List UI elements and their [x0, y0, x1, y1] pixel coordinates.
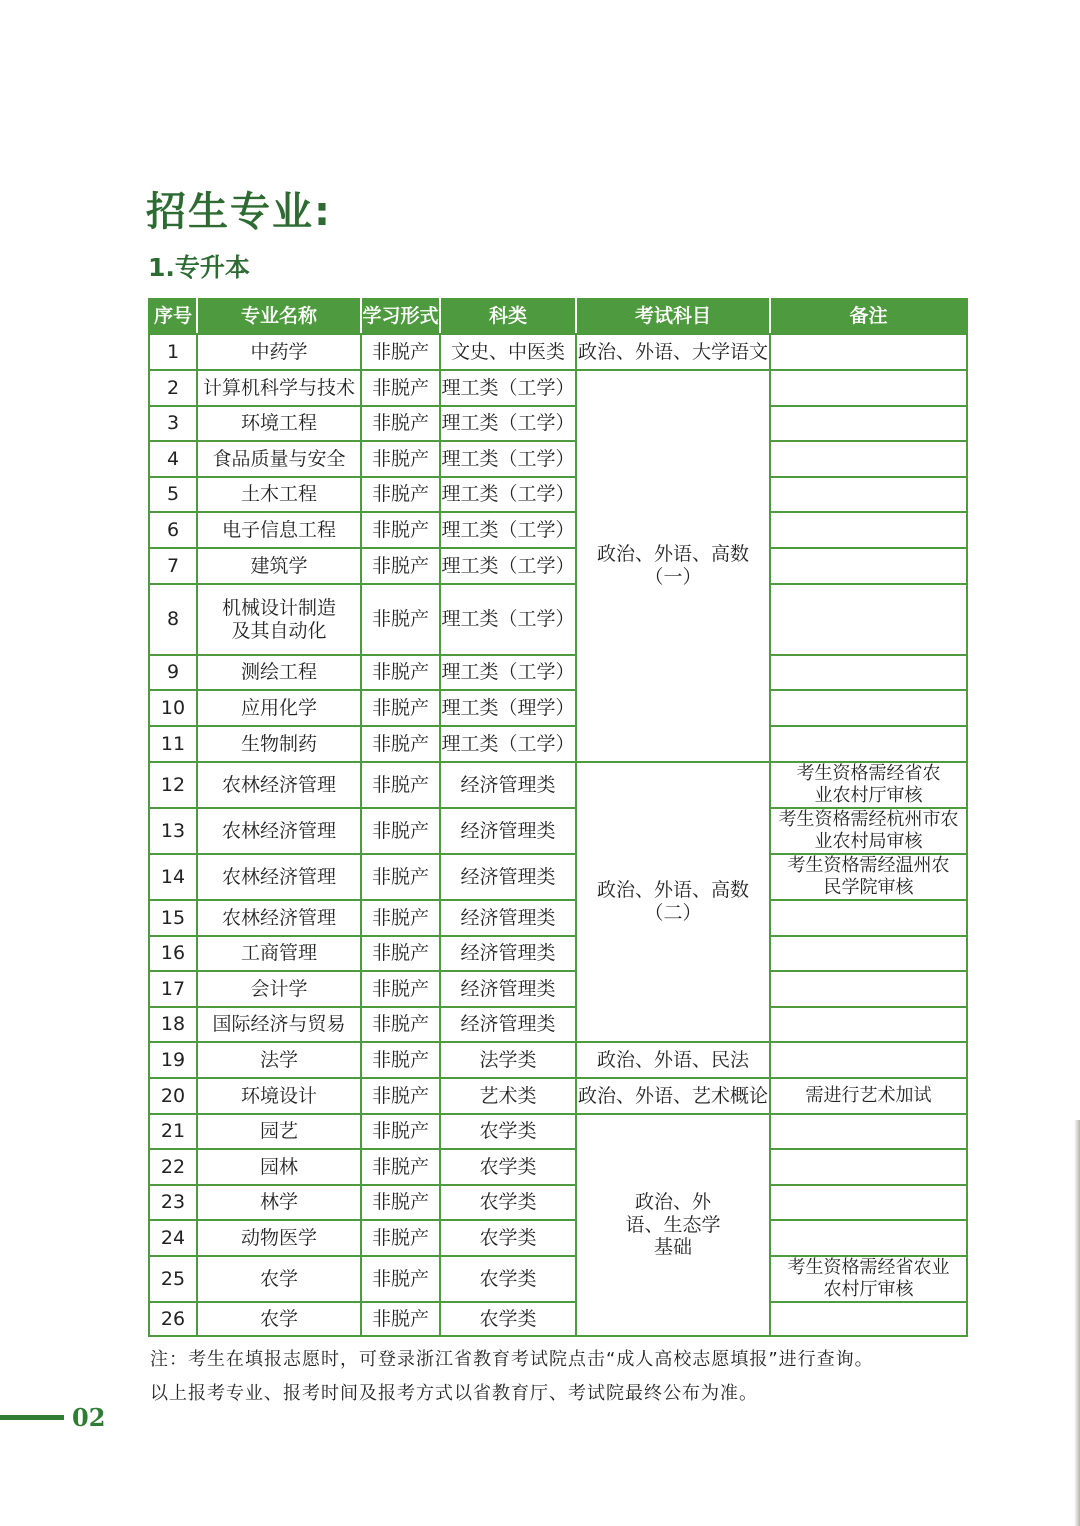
table-row	[149, 726, 967, 762]
cell-major: 农林经济管理	[197, 900, 361, 936]
cell-major: 环境工程	[197, 406, 361, 441]
table-row	[149, 334, 967, 370]
cell-major: 应用化学	[197, 690, 361, 726]
table-row	[149, 406, 967, 441]
cell-major: 法学	[197, 1042, 361, 1078]
table-row	[149, 512, 967, 548]
table-row	[149, 762, 967, 808]
cell-exam-merged: 政治、外语、生态学基础	[576, 1114, 770, 1336]
cell-remark: 需进行艺术加试	[770, 1078, 967, 1114]
cell-remark	[770, 655, 967, 690]
cell-remark	[770, 1007, 967, 1042]
cell-mode: 非脱产	[361, 1042, 440, 1078]
cell-remark	[770, 900, 967, 936]
cell-category: 农学类	[440, 1302, 576, 1336]
cell-mode: 非脱产	[361, 370, 440, 406]
cell-major: 计算机科学与技术	[197, 370, 361, 406]
table-row	[149, 1256, 967, 1302]
cell-major: 中药学	[197, 334, 361, 370]
cell-category: 艺术类	[440, 1078, 576, 1114]
cell-no: 11	[149, 726, 197, 762]
cell-remark	[770, 370, 967, 406]
cell-mode: 非脱产	[361, 1256, 440, 1302]
table-row	[149, 584, 967, 655]
cell-mode: 非脱产	[361, 548, 440, 584]
cell-major: 农学	[197, 1256, 361, 1302]
cell-no: 25	[149, 1256, 197, 1302]
header-category: 科类	[440, 299, 576, 334]
majors-table	[148, 298, 968, 1337]
cell-no: 2	[149, 370, 197, 406]
table-row	[149, 854, 967, 900]
cell-category: 理工类（工学）	[440, 548, 576, 584]
cell-remark	[770, 1220, 967, 1256]
table-row	[149, 808, 967, 854]
table-row	[149, 1007, 967, 1042]
cell-no: 19	[149, 1042, 197, 1078]
table-row	[149, 1042, 967, 1078]
cell-mode: 非脱产	[361, 726, 440, 762]
cell-remark	[770, 1302, 967, 1336]
cell-major: 环境设计	[197, 1078, 361, 1114]
page-title: 招生专业:	[146, 189, 332, 235]
cell-no: 18	[149, 1007, 197, 1042]
table-row	[149, 1078, 967, 1114]
cell-no: 24	[149, 1220, 197, 1256]
cell-no: 5	[149, 477, 197, 512]
cell-remark: 考生资格需经省农业农村厅审核	[770, 1256, 967, 1302]
cell-major: 农学	[197, 1302, 361, 1336]
cell-category: 农学类	[440, 1149, 576, 1185]
table-row	[149, 1220, 967, 1256]
table-row	[149, 690, 967, 726]
cell-category: 经济管理类	[440, 854, 576, 900]
cell-remark	[770, 1185, 967, 1220]
cell-remark	[770, 971, 967, 1007]
cell-mode: 非脱产	[361, 334, 440, 370]
header-exam: 考试科目	[576, 299, 770, 334]
cell-no: 9	[149, 655, 197, 690]
cell-major: 建筑学	[197, 548, 361, 584]
cell-category: 经济管理类	[440, 936, 576, 971]
page-edge-shadow	[1074, 1120, 1080, 1526]
cell-exam-merged: 政治、外语、高数（二）	[576, 762, 770, 1042]
cell-major: 食品质量与安全	[197, 441, 361, 477]
cell-remark: 考生资格需经杭州市农业农村局审核	[770, 808, 967, 854]
cell-remark	[770, 548, 967, 584]
footnote-line: 以上报考专业、报考时间及报考方式以省教育厅、考试院最终公布为准。	[150, 1383, 758, 1404]
cell-mode: 非脱产	[361, 1149, 440, 1185]
cell-category: 理工类（工学）	[440, 726, 576, 762]
cell-no: 21	[149, 1114, 197, 1149]
cell-major: 林学	[197, 1185, 361, 1220]
section-subtitle: 1.专升本	[148, 253, 250, 282]
cell-category: 理工类（理学）	[440, 690, 576, 726]
cell-mode: 非脱产	[361, 808, 440, 854]
header-no: 序号	[149, 299, 197, 334]
page-number: 02	[72, 1403, 106, 1432]
cell-mode: 非脱产	[361, 655, 440, 690]
cell-major: 园艺	[197, 1114, 361, 1149]
cell-category: 农学类	[440, 1256, 576, 1302]
cell-mode: 非脱产	[361, 1007, 440, 1042]
cell-major: 农林经济管理	[197, 854, 361, 900]
header-major: 专业名称	[197, 299, 361, 334]
cell-major: 会计学	[197, 971, 361, 1007]
cell-category: 经济管理类	[440, 971, 576, 1007]
cell-category: 农学类	[440, 1220, 576, 1256]
table-row	[149, 1185, 967, 1220]
table-header-row	[149, 299, 967, 334]
cell-mode: 非脱产	[361, 936, 440, 971]
cell-remark	[770, 512, 967, 548]
cell-remark	[770, 1149, 967, 1185]
table-row	[149, 655, 967, 690]
cell-no: 20	[149, 1078, 197, 1114]
cell-remark	[770, 584, 967, 655]
cell-mode: 非脱产	[361, 1302, 440, 1336]
header-remark: 备注	[770, 299, 967, 334]
cell-mode: 非脱产	[361, 900, 440, 936]
cell-no: 14	[149, 854, 197, 900]
cell-category: 理工类（工学）	[440, 370, 576, 406]
cell-major: 土木工程	[197, 477, 361, 512]
cell-category: 经济管理类	[440, 900, 576, 936]
cell-remark	[770, 690, 967, 726]
cell-major: 园林	[197, 1149, 361, 1185]
cell-remark: 考生资格需经省农业农村厅审核	[770, 762, 967, 808]
cell-category: 文史、中医类	[440, 334, 576, 370]
cell-exam: 政治、外语、艺术概论	[576, 1078, 770, 1114]
cell-major: 机械设计制造及其自动化	[197, 584, 361, 655]
cell-no: 12	[149, 762, 197, 808]
footnote-line: 注：考生在填报志愿时，可登录浙江省教育考试院点击“成人高校志愿填报”进行查询。	[150, 1349, 874, 1370]
table-row	[149, 441, 967, 477]
cell-no: 3	[149, 406, 197, 441]
cell-remark	[770, 406, 967, 441]
cell-exam-merged: 政治、外语、高数（一）	[576, 370, 770, 762]
cell-category: 经济管理类	[440, 762, 576, 808]
table-row	[149, 1149, 967, 1185]
cell-exam: 政治、外语、民法	[576, 1042, 770, 1078]
table-row	[149, 1114, 967, 1149]
cell-category: 理工类（工学）	[440, 406, 576, 441]
cell-no: 17	[149, 971, 197, 1007]
cell-mode: 非脱产	[361, 406, 440, 441]
cell-remark	[770, 726, 967, 762]
cell-no: 4	[149, 441, 197, 477]
cell-no: 13	[149, 808, 197, 854]
cell-exam: 政治、外语、大学语文	[576, 334, 770, 370]
cell-category: 法学类	[440, 1042, 576, 1078]
cell-mode: 非脱产	[361, 512, 440, 548]
cell-mode: 非脱产	[361, 477, 440, 512]
cell-mode: 非脱产	[361, 1220, 440, 1256]
header-mode: 学习形式	[361, 299, 440, 334]
cell-mode: 非脱产	[361, 1114, 440, 1149]
cell-mode: 非脱产	[361, 971, 440, 1007]
cell-remark	[770, 1042, 967, 1078]
cell-mode: 非脱产	[361, 762, 440, 808]
cell-category: 理工类（工学）	[440, 655, 576, 690]
cell-category: 理工类（工学）	[440, 477, 576, 512]
cell-remark	[770, 1114, 967, 1149]
table-row	[149, 1302, 967, 1336]
table-row	[149, 971, 967, 1007]
table-row	[149, 477, 967, 512]
cell-major: 国际经济与贸易	[197, 1007, 361, 1042]
cell-major: 农林经济管理	[197, 808, 361, 854]
cell-no: 6	[149, 512, 197, 548]
cell-category: 经济管理类	[440, 808, 576, 854]
cell-no: 1	[149, 334, 197, 370]
cell-category: 农学类	[440, 1114, 576, 1149]
table-row	[149, 370, 967, 406]
cell-major: 生物制药	[197, 726, 361, 762]
cell-no: 22	[149, 1149, 197, 1185]
cell-no: 23	[149, 1185, 197, 1220]
cell-no: 15	[149, 900, 197, 936]
cell-remark	[770, 936, 967, 971]
cell-category: 经济管理类	[440, 1007, 576, 1042]
cell-major: 农林经济管理	[197, 762, 361, 808]
cell-category: 理工类（工学）	[440, 441, 576, 477]
cell-mode: 非脱产	[361, 690, 440, 726]
cell-mode: 非脱产	[361, 854, 440, 900]
cell-remark: 考生资格需经温州农民学院审核	[770, 854, 967, 900]
cell-remark	[770, 477, 967, 512]
cell-major: 动物医学	[197, 1220, 361, 1256]
cell-major: 测绘工程	[197, 655, 361, 690]
page-number-bar	[0, 1415, 64, 1420]
cell-major: 工商管理	[197, 936, 361, 971]
cell-mode: 非脱产	[361, 1185, 440, 1220]
cell-remark	[770, 334, 967, 370]
cell-no: 7	[149, 548, 197, 584]
cell-category: 理工类（工学）	[440, 584, 576, 655]
cell-major: 电子信息工程	[197, 512, 361, 548]
footnote	[150, 1343, 874, 1411]
cell-mode: 非脱产	[361, 441, 440, 477]
cell-category: 理工类（工学）	[440, 512, 576, 548]
cell-mode: 非脱产	[361, 1078, 440, 1114]
table-row	[149, 900, 967, 936]
table-row	[149, 548, 967, 584]
cell-no: 26	[149, 1302, 197, 1336]
cell-category: 农学类	[440, 1185, 576, 1220]
cell-no: 16	[149, 936, 197, 971]
cell-no: 10	[149, 690, 197, 726]
cell-remark	[770, 441, 967, 477]
cell-mode: 非脱产	[361, 584, 440, 655]
cell-no: 8	[149, 584, 197, 655]
table-row	[149, 936, 967, 971]
